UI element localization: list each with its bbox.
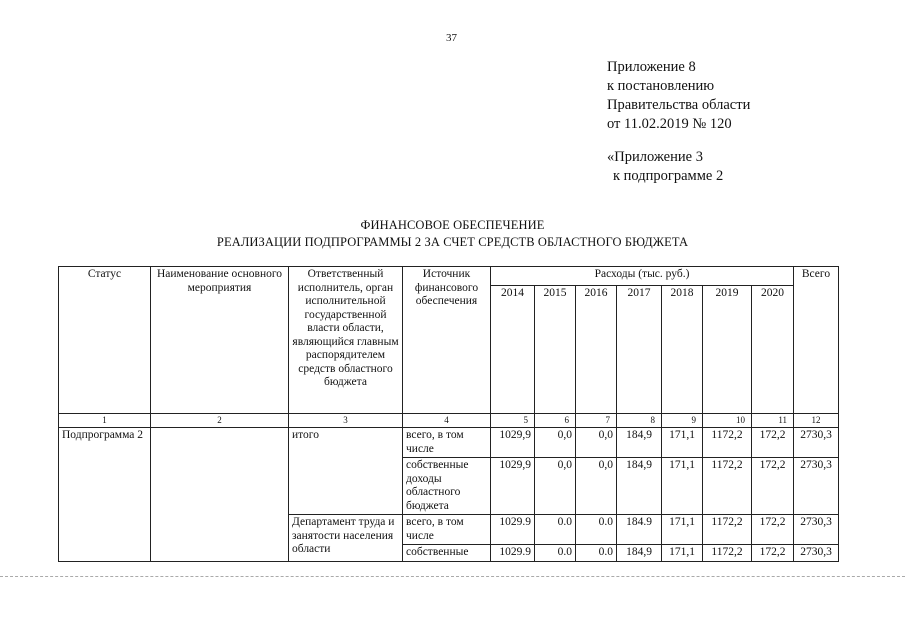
source-cell: всего, в том числе xyxy=(403,428,491,458)
title-line: ФИНАНСОВОЕ ОБЕСПЕЧЕНИЕ xyxy=(360,218,545,232)
column-number: 12 xyxy=(794,414,839,428)
header-event: Наименование основного мероприятия xyxy=(151,267,289,414)
header-expenses: Расходы (тыс. руб.) xyxy=(491,267,794,286)
source-cell: всего, в том числе xyxy=(403,515,491,545)
value-cell: 1172,2 xyxy=(703,545,752,562)
value-cell: 0.0 xyxy=(535,545,576,562)
column-number: 11 xyxy=(752,414,794,428)
value-cell: 172,2 xyxy=(752,458,794,515)
appendix-inner-line: «Приложение 3 xyxy=(607,149,703,165)
year-cell: 2016 xyxy=(576,286,617,414)
column-number: 5 xyxy=(491,414,535,428)
value-cell: 2730,3 xyxy=(794,428,839,458)
value-cell: 1029,9 xyxy=(491,428,535,458)
title-line: РЕАЛИЗАЦИИ ПОДПРОГРАММЫ 2 ЗА СЧЕТ СРЕДСТВ ОБЛАСТНОГО БЮДЖЕТА xyxy=(216,235,689,249)
value-cell: 1029,9 xyxy=(491,458,535,515)
header-source: Источник финансового обеспечения xyxy=(403,267,491,414)
value-cell: 172,2 xyxy=(752,515,794,545)
value-cell: 0.0 xyxy=(576,515,617,545)
value-cell: 0,0 xyxy=(535,428,576,458)
appendix-line: Приложение 8 xyxy=(607,59,696,75)
year-cell: 2015 xyxy=(535,286,576,414)
appendix-line: Правительства области xyxy=(607,97,751,113)
column-number: 10 xyxy=(703,414,752,428)
event-cell xyxy=(151,428,289,562)
value-cell: 171,1 xyxy=(662,515,703,545)
column-number: 3 xyxy=(289,414,403,428)
value-cell: 2730,3 xyxy=(794,515,839,545)
table-row xyxy=(59,428,839,458)
value-cell: 1172,2 xyxy=(703,515,752,545)
column-number: 6 xyxy=(535,414,576,428)
value-cell: 0,0 xyxy=(576,458,617,515)
value-cell: 184,9 xyxy=(617,428,662,458)
value-cell: 0,0 xyxy=(535,458,576,515)
value-cell: 171,1 xyxy=(662,428,703,458)
value-cell: 0.0 xyxy=(535,515,576,545)
value-cell: 171,1 xyxy=(662,458,703,515)
value-cell: 2730,3 xyxy=(794,458,839,515)
year-cell: 2019 xyxy=(703,286,752,414)
value-cell: 184.9 xyxy=(617,515,662,545)
responsible-cell: Департамент труда и занятости населения области xyxy=(289,515,403,562)
appendix-line: от 11.02.2019 № 120 xyxy=(607,116,732,132)
column-number: 2 xyxy=(151,414,289,428)
header-status: Статус xyxy=(59,267,151,414)
value-cell: 184,9 xyxy=(617,545,662,562)
value-cell: 184,9 xyxy=(617,458,662,515)
value-cell: 1029.9 xyxy=(491,545,535,562)
page-edge-divider xyxy=(0,576,905,577)
financing-table xyxy=(58,266,839,562)
column-number: 9 xyxy=(662,414,703,428)
value-cell: 172,2 xyxy=(752,545,794,562)
year-cell: 2018 xyxy=(662,286,703,414)
year-cell: 2014 xyxy=(491,286,535,414)
document-title xyxy=(0,217,905,251)
header-row xyxy=(59,267,839,286)
column-number: 8 xyxy=(617,414,662,428)
value-cell: 0,0 xyxy=(576,428,617,458)
appendix-line: к постановлению xyxy=(607,78,715,94)
value-cell: 1029.9 xyxy=(491,515,535,545)
header-responsible: Ответственный исполнитель, орган исполнительной государственной власти области, являющийся главным распорядителем средств областного бюджета xyxy=(289,267,403,414)
year-cell: 2020 xyxy=(752,286,794,414)
source-cell: собственные доходы областного бюджета xyxy=(403,458,491,515)
year-cell: 2017 xyxy=(617,286,662,414)
column-number: 1 xyxy=(59,414,151,428)
appendix-inner-header xyxy=(607,148,723,186)
appendix-inner-line: к подпрограмме 2 xyxy=(613,168,724,184)
status-cell: Подпрограмма 2 xyxy=(59,428,151,562)
value-cell: 171,1 xyxy=(662,545,703,562)
value-cell: 1172,2 xyxy=(703,428,752,458)
value-cell: 172,2 xyxy=(752,428,794,458)
appendix-header xyxy=(607,58,750,134)
page-number: 37 xyxy=(446,32,457,44)
value-cell: 1172,2 xyxy=(703,458,752,515)
value-cell: 2730,3 xyxy=(794,545,839,562)
column-number: 4 xyxy=(403,414,491,428)
source-cell: собственные xyxy=(403,545,491,562)
responsible-cell: итого xyxy=(289,428,403,515)
column-number-row xyxy=(59,414,839,428)
header-total: Всего xyxy=(794,267,839,414)
column-number: 7 xyxy=(576,414,617,428)
value-cell: 0.0 xyxy=(576,545,617,562)
